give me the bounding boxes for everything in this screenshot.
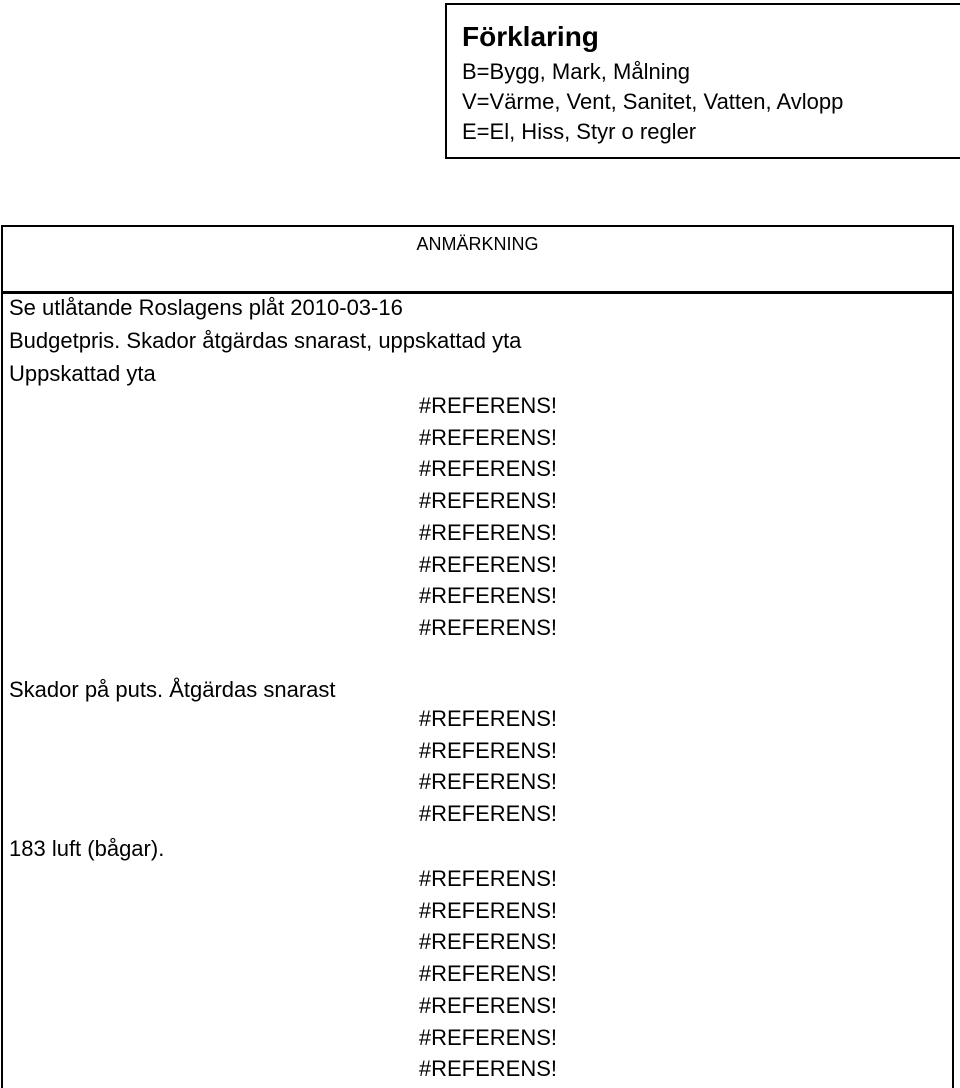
reference-error-cell: #REFERENS! [418, 425, 557, 450]
reference-error-cell: #REFERENS! [418, 488, 557, 513]
legend-line-varme: V=Värme, Vent, Sanitet, Vatten, Avlopp [462, 89, 844, 114]
reference-error-cell: #REFERENS! [418, 961, 557, 986]
reference-error-cell: #REFERENS! [418, 929, 557, 954]
header-divider [1, 291, 954, 294]
legend-title: Förklaring [462, 21, 599, 52]
reference-error-cell: #REFERENS! [418, 615, 557, 640]
reference-error-cell: #REFERENS! [418, 1025, 557, 1050]
legend-line-el: E=El, Hiss, Styr o regler [462, 119, 697, 144]
remarks-header [1, 225, 954, 293]
legend-box [445, 3, 960, 159]
remark-budgetpris: Budgetpris. Skador åtgärdas snarast, uppskattad yta [9, 328, 522, 353]
remark-luft: 183 luft (bågar). [9, 836, 165, 861]
remarks-header-label: ANMÄRKNING [416, 234, 539, 254]
reference-error-cell: #REFERENS! [418, 769, 557, 794]
reference-error-cell: #REFERENS! [418, 801, 557, 826]
reference-error-cell: #REFERENS! [418, 866, 557, 891]
reference-error-cell: #REFERENS! [418, 1056, 557, 1081]
remark-puts: Skador på puts. Åtgärdas snarast [9, 677, 336, 702]
reference-error-cell: #REFERENS! [418, 583, 557, 608]
reference-error-cell: #REFERENS! [418, 456, 557, 481]
reference-error-cell: #REFERENS! [418, 520, 557, 545]
reference-error-cell: #REFERENS! [418, 552, 557, 577]
legend-line-bygg: B=Bygg, Mark, Målning [462, 59, 691, 84]
reference-error-cell: #REFERENS! [418, 738, 557, 763]
reference-error-cell: #REFERENS! [418, 706, 557, 731]
reference-error-cell: #REFERENS! [418, 393, 557, 418]
table-right-border [952, 294, 954, 1088]
reference-error-cell: #REFERENS! [418, 898, 557, 923]
reference-error-cell: #REFERENS! [418, 993, 557, 1018]
remark-uppskattad: Uppskattad yta [9, 361, 156, 386]
remark-roslagens: Se utlåtande Roslagens plåt 2010-03-16 [9, 295, 403, 320]
